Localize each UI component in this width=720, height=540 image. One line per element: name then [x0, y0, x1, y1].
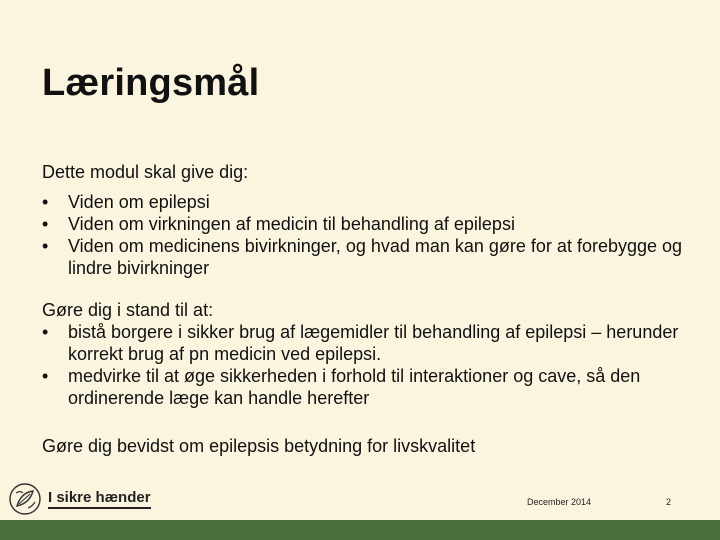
- slide-content: [42, 161, 692, 457]
- goals-list: [42, 191, 692, 279]
- list-item: [42, 191, 692, 213]
- logo-text: I sikre hænder: [48, 489, 151, 509]
- footer-date: December 2014: [527, 497, 592, 507]
- competency-text: bistå borgere i sikker brug af lægemidler til behandling af epilepsi – herunder korrekt brug af pn medicin ved epilepsi.: [68, 322, 679, 364]
- list-item: [42, 235, 692, 279]
- slide-title: Læringsmål: [42, 62, 260, 104]
- goal-text: Viden om medicinens bivirkninger, og hvad man kan gøre for at forebygge og lindre bivirkninger: [68, 236, 683, 278]
- bullet-icon: •: [42, 214, 49, 234]
- bottom-bar: [0, 520, 720, 540]
- page-number: 2: [666, 497, 672, 507]
- bullet-icon: •: [42, 236, 49, 256]
- bullet-icon: •: [42, 366, 49, 386]
- bullet-icon: •: [42, 192, 49, 212]
- awareness-text: Gøre dig bevidst om epilepsis betydning for livskvalitet: [42, 436, 476, 456]
- list-item: [42, 213, 692, 235]
- intro-text: Dette modul skal give dig:: [42, 162, 249, 182]
- section-competencies: [42, 299, 692, 409]
- section-heading: Gøre dig i stand til at:: [42, 300, 214, 320]
- competency-text: medvirke til at øge sikkerheden i forhold til interaktioner og cave, så den ordinerende læge kan handle herefter: [68, 366, 641, 408]
- footer-logo: [8, 482, 151, 516]
- list-item: [42, 365, 692, 409]
- competencies-list: [42, 321, 692, 409]
- leaf-emblem-icon: [8, 482, 42, 516]
- goal-text: Viden om virkningen af medicin til behandling af epilepsi: [68, 214, 515, 234]
- bullet-icon: •: [42, 322, 49, 342]
- goal-text: Viden om epilepsi: [68, 192, 210, 212]
- list-item: [42, 321, 692, 365]
